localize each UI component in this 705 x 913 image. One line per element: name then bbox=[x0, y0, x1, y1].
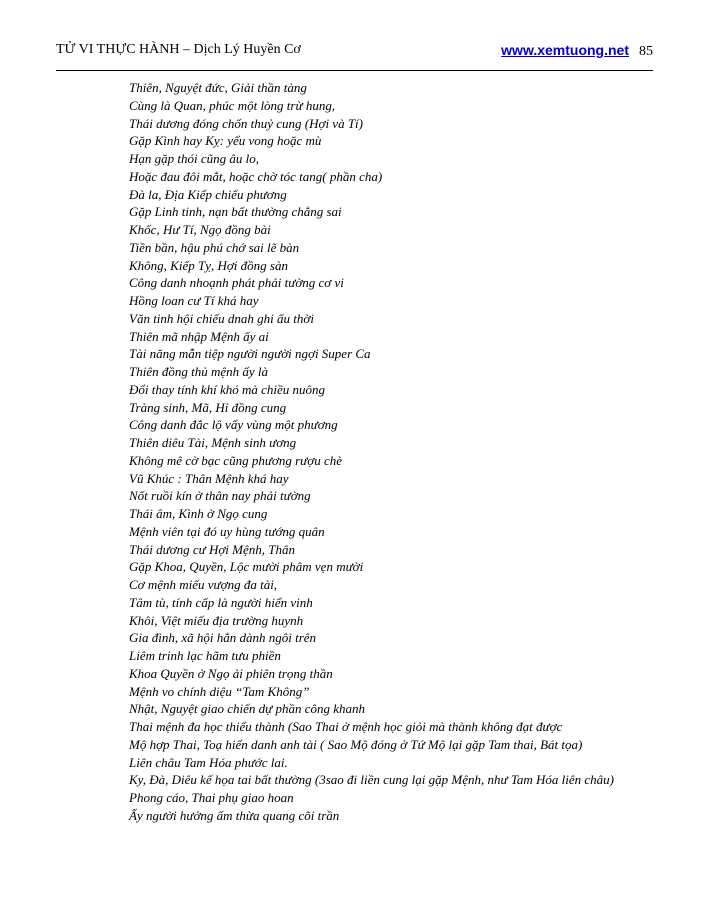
poem-line: Mệnh vo chính diệu “Tam Không” bbox=[129, 683, 310, 699]
poem-line: Tài năng mẫn tiệp người người ngợi Super Ca bbox=[129, 346, 371, 362]
poem-line: Thái dương đóng chốn thuỷ cung (Hợi và Tí) bbox=[129, 115, 363, 131]
poem-line: Thai mệnh đa học thiểu thành (Sao Thai ở mệnh học giỏi mà thành không đạt được bbox=[129, 719, 563, 734]
poem-line: Hạn gặp thói cũng âu lo, bbox=[129, 151, 259, 166]
poem-line: Công danh nhoạnh phát phải tường cơ vi bbox=[129, 275, 344, 291]
poem-line: Khôi, Việt miếu địa trường huynh bbox=[129, 612, 304, 628]
poem-line: Văn tinh hội chiếu dnah ghi ấu thời bbox=[129, 310, 314, 326]
page-header bbox=[56, 42, 653, 64]
poem-line: Thiên mã nhập Mệnh ấy ai bbox=[129, 328, 269, 344]
poem-line: Tâm tù, tính cấp là người hiển vinh bbox=[129, 594, 313, 610]
poem-line: Khoa Quyền ở Ngọ ải phiên trọng thần bbox=[129, 665, 333, 681]
poem-line: Ky, Đà, Diêu kế họa tai bất thường (3sao đi liền cung lại gặp Mệnh, như Tam Hóa liên châu) bbox=[129, 772, 614, 788]
poem-line: Hồng loan cư Tí khá hay bbox=[129, 293, 259, 308]
document-title: TỬ VI THỰC HÀNH – Dịch Lý Huyền Cơ bbox=[56, 42, 301, 57]
poem-line: Mộ hợp Thai, Toạ hiển danh anh tài ( Sao Mộ đóng ở Tứ Mộ lại gặp Tam thai, Bát tọa) bbox=[129, 736, 583, 752]
poem-line: Thiên, Nguyệt đức, Giải thần tàng bbox=[129, 80, 307, 95]
poem-line: Công danh đắc lộ vẩy vùng một phương bbox=[129, 417, 338, 433]
page-number: 85 bbox=[639, 44, 653, 59]
poem-line: Vũ Khúc : Thân Mệnh khá hay bbox=[129, 470, 289, 486]
poem-body bbox=[56, 79, 643, 825]
poem-line: Đổi thay tính khí khó mà chiều nuông bbox=[129, 381, 326, 397]
poem-line: Phong cáo, Thai phụ giao hoan bbox=[129, 790, 294, 805]
poem-line: Mệnh viên tại đó uy hùng tướng quân bbox=[129, 523, 325, 539]
poem-line: Liêm trinh lạc hãm tưu phiền bbox=[129, 648, 281, 663]
poem-line: Thái dương cư Hợi Mệnh, Thân bbox=[129, 541, 295, 557]
poem-line: Tiền bần, hậu phú chớ sai lẽ bàn bbox=[129, 239, 300, 255]
poem-line: Gặp Linh tinh, nạn bất thường chẳng sai bbox=[129, 204, 342, 220]
poem-line: Không mê cờ bạc cũng phương rượu chè bbox=[129, 452, 342, 468]
poem-line: Đà la, Địa Kiếp chiếu phương bbox=[129, 186, 287, 202]
poem-line: Khốc, Hư Tí, Ngọ đồng bài bbox=[129, 222, 271, 237]
poem-line: Gia đình, xã hội hẳn dành ngôi trên bbox=[129, 630, 317, 646]
poem-line: Thiên diêu Tài, Mệnh sinh ương bbox=[129, 435, 297, 450]
header-right bbox=[501, 42, 653, 60]
poem-line: Không, Kiếp Tỵ, Hợi đồng sàn bbox=[129, 257, 288, 273]
poem-line: Gặp Khoa, Quyền, Lộc mười phâm vẹn mười bbox=[129, 559, 364, 575]
poem-line: Cùng là Quan, phúc một lòng trừ hung, bbox=[129, 97, 336, 113]
header-divider bbox=[56, 70, 653, 71]
website-link[interactable]: www.xemtuong.net bbox=[501, 42, 629, 58]
poem-line: Cơ mệnh miếu vượng đa tài, bbox=[129, 577, 278, 592]
poem-line: Thiên đồng thủ mệnh ấy là bbox=[129, 364, 269, 379]
poem-line: Nốt ruồi kín ở thân nay phải tường bbox=[129, 488, 311, 504]
poem-line: Thái âm, Kình ở Ngọ cung bbox=[129, 506, 268, 521]
poem-line: Liên châu Tam Hóa phước lai. bbox=[129, 754, 288, 770]
poem-line: Gặp Kình hay Kỵ: yểu vong hoặc mù bbox=[129, 133, 322, 149]
poem-line: Hoặc đau đôi mắt, hoặc chờ tóc tang( phần cha) bbox=[129, 168, 383, 184]
poem-line: Nhật, Nguyệt giao chiến dự phần công khanh bbox=[129, 701, 365, 717]
poem-line: Ấy người hưởng ấm thừa quang cõi trần bbox=[129, 807, 340, 823]
poem-line: Tràng sinh, Mã, Hỉ đồng cung bbox=[129, 399, 287, 415]
